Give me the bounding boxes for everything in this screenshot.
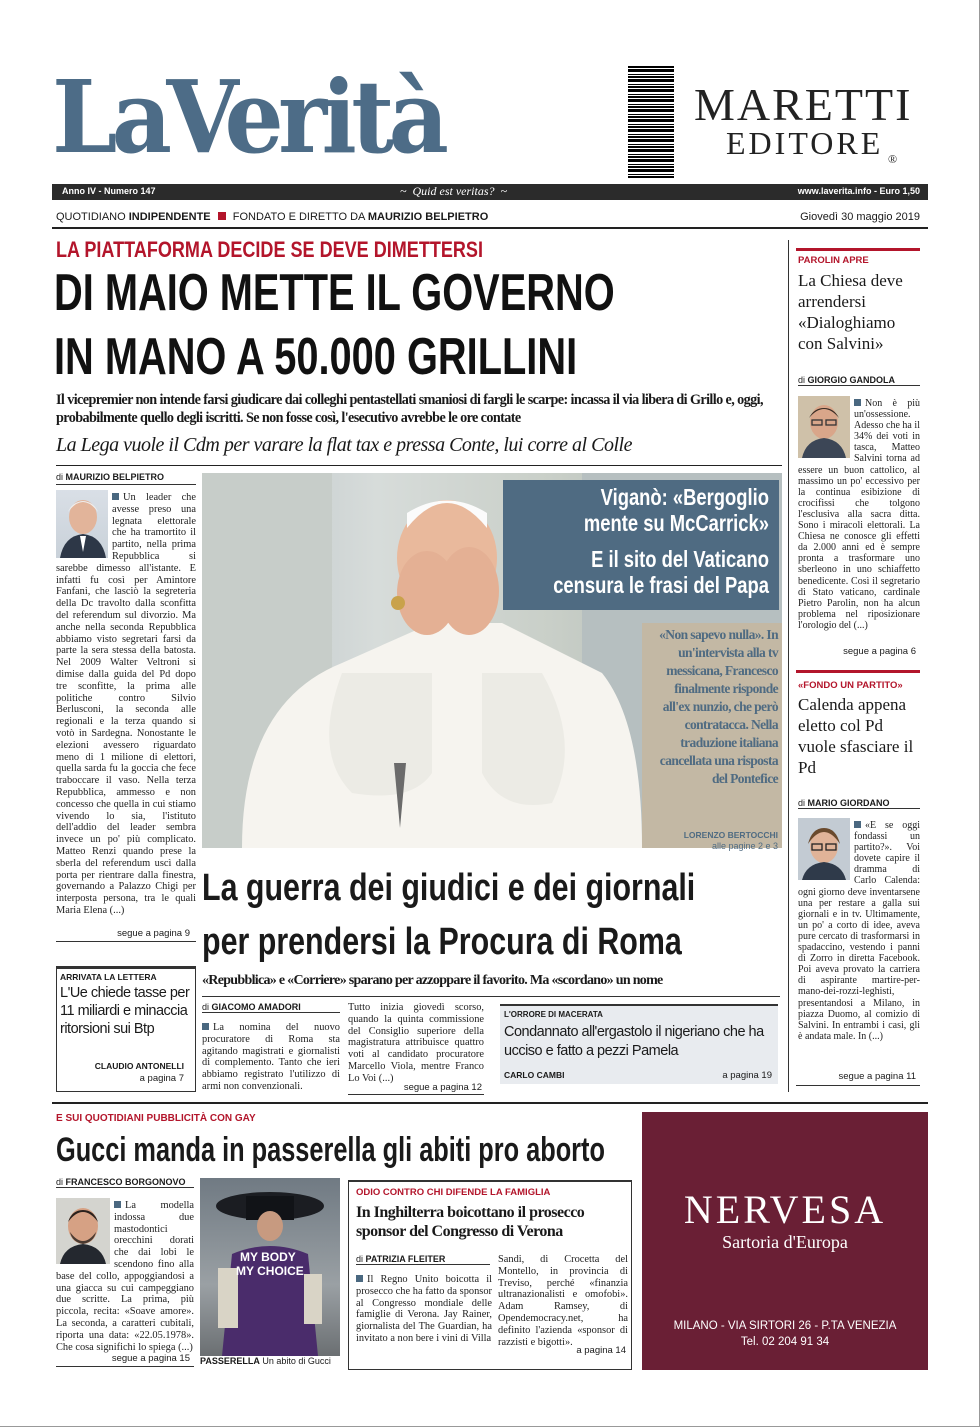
motto: ~ Quid est veritas? ~: [400, 184, 507, 198]
sidebar-body-2: «E se oggi fondassi un partito?». Voi dovete capire il dramma di Carlo Calenda: ogni giorno deve inventarsene una per restare a galla sui giornali e in tv. Ultimamente, un po' a corto di idee, aveva pure cercato di trasformarsi in spadaccino, vestendo i panni di Zorro in diretta Facebook. Poi aveva provato la carriera di aspirante martire-per-mano-dei-rozzi-leghisti, presentandosi a Milano, in piazza Duomo, al comizio di Salvini. In entrambi i casi, gli è andata male. In (...): [798, 820, 920, 1042]
sidebar-text-1: [798, 398, 920, 631]
editorial-author[interactable]: MAURIZIO BELPIETRO: [65, 472, 165, 482]
prosecco-ref[interactable]: a pagina 14: [576, 1345, 626, 1356]
sidebar-text-2: [798, 820, 920, 1042]
judges-headline-2[interactable]: per prendersi la Procura di Roma: [202, 921, 682, 963]
lead-rule: [56, 465, 782, 466]
masthead-rule: [52, 227, 928, 229]
sidebar-top-bar: [796, 248, 920, 251]
letter-author: CLAUDIO ANTONELLI: [94, 1061, 184, 1071]
judges-text-b: Tutto inizia giovedì scorso, quando la quinta commissione del Consiglio superiore della magistratura attribuisce quattro voti al candidato procuratore Marcello Viola, mentre Franco Lo Voi (...): [348, 1002, 484, 1084]
gucci-runway-photo: [200, 1178, 340, 1356]
judges-rule: [202, 996, 780, 997]
site-price: www.laverita.info - Euro 1,50: [797, 186, 920, 196]
judges-author[interactable]: GIACOMO AMADORI: [211, 1002, 301, 1012]
prosecco-text-b: Sandi, di Crocetta del Montello, in provincia di Treviso, perché «finanzia ultranazionalisti e omofobi». Adam Ramsey, di Opendemocracy.net, ha definito l'azienda «sponsor di razzisti e bigotti».: [498, 1254, 628, 1348]
gucci-shirt-line2: MY CHOICE: [236, 1264, 304, 1278]
macerata-ref[interactable]: a pagina 19: [722, 1070, 772, 1081]
barcode: [628, 66, 674, 178]
macerata-kicker: L'ORRORE DI MACERATA: [504, 1010, 603, 1019]
ad-phone: Tel. 02 204 91 34: [740, 1336, 830, 1348]
sidebar-author-2[interactable]: MARIO GIORDANO: [807, 798, 890, 808]
byline-prefix: di: [202, 1002, 210, 1012]
macerata-author: CARLO CAMBI: [504, 1070, 565, 1080]
editorial-body: Un leader che avesse preso una legnata elettorale che ha tramortito il partito, nella prima Repubblica si sarebbe dimesso all'istante. E infatti fu così per Amintore Fanfani, che lasciò la segreteria della Dc travolto dalla sconfitta del referendum sul divorzio. Ma anche nella seconda Repubblica abbiamo visto segretari farsi da parte la sera stessa della batosta. Nel 2009 Walter Veltroni si dimise dalla guida del Pd dopo tre sconfitte, la prima alle politiche contro Silvio Berlusconi, la seconda alle regionali e la terza quando si votò in Sardegna. Nonostante le elezioni avessero riguardato meno di 1 milione di elettori, quella sarda fu la goccia che fece traboccare il vaso. Nella terza Repubblica, ammesso e non concesso che quella in cui stiamo vivendo lo sia, l'istituto dell'addio del leader sembra invece un po' più complicato. Matteo Renzi quando prese la sberla del referendum uscì dalla porta per rientrare dalla finestra, governando a Palazzo Chigi per interposta persona, tra le quali Maria Elena (...): [56, 492, 196, 916]
newspaper-logo[interactable]: LaVerità: [52, 58, 444, 176]
gucci-headline[interactable]: Gucci manda in passerella gli abiti pro aborto: [56, 1131, 605, 1169]
sidebar-bottom-rule: [796, 1085, 920, 1086]
tagline-2: INDIPENDENTE: [128, 211, 211, 223]
judges-ref[interactable]: segue a pagina 12: [403, 1082, 482, 1093]
motto-text: Quid est veritas?: [412, 184, 495, 198]
sidebar-headline-2[interactable]: Calenda appena eletto col Pd vuole sfasciare il Pd: [798, 695, 914, 777]
prosecco-headline[interactable]: In Inghilterra boicottano il prosecco sponsor del Congresso di Verona: [356, 1204, 585, 1240]
pope-headline-4: censura le frasi del Papa: [553, 572, 769, 598]
sidebar-byline-2: [798, 798, 920, 809]
issue-number: Anno IV - Numero 147: [62, 186, 156, 196]
editorial-ref[interactable]: segue a pagina 9: [117, 928, 190, 939]
judges-deck: «Repubblica» e «Corriere» sparano per azzoppare il favorito. Ma «scordano» un nome: [202, 973, 663, 988]
gucci-ref-bar: [56, 1366, 194, 1367]
sidebar-body-1: Non è più un'ossessione. Adesso che ha il 34% dei voti in tasca, Matteo Salvini torna ad essere un buon cattolico, al massimo un po' eccessivo per la continua esibizione di crocifissi che tolgono l'esclusiva alla sacra ditta. Sono i miracoli elettorali. La Chiesa ne conosce gli effetti da 2.000 anni ed è sempre pronta a trasformare uno sberleono in uno schiaffetto benedicente. Così il segretario di Stato vaticano, cardinale Pietro Parolin, non ha alcun problema nel riposizionare l'orologio del (...): [798, 398, 920, 631]
prosecco-body-a: Il Regno Unito boicotta il prosecco che ha fatto da sponsor al Congresso mondiale delle famiglie di Verona. Jay Rainer, giornalista del The Guardian, ha invitato a non bere i vini di Villa: [356, 1274, 492, 1344]
letter-ref[interactable]: a pagina 7: [139, 1073, 184, 1084]
gucci-shirt-line1: MY BODY: [240, 1250, 296, 1264]
sidebar-author-1[interactable]: GIORGIO GANDOLA: [807, 375, 896, 385]
gucci-ref[interactable]: segue a pagina 15: [111, 1353, 190, 1364]
letter-kicker: ARRIVATA LA LETTERA: [60, 972, 157, 982]
prosecco-text-a: [356, 1274, 492, 1345]
tagline-3: FONDATO E DIRETTO DA: [232, 211, 365, 223]
byline-prefix: di: [56, 1177, 64, 1187]
pope-author[interactable]: LORENZO BERTOCCHI: [683, 830, 778, 840]
byline-prefix: di: [56, 472, 64, 482]
sidebar-ref-2[interactable]: segue a pagina 11: [838, 1071, 916, 1082]
judges-body-a: La nomina del nuovo procuratore di Roma sta agitando magistrati e giornalisti di complemento. Tanto che ieri abbiamo registrato l'utilizzo di armi non convenzionali.: [202, 1022, 340, 1092]
gucci-byline: [56, 1177, 194, 1188]
letter-headline: L'Ue chiede tasse per 11 miliardi e minaccia ritorsioni sui Btp: [60, 985, 190, 1037]
lead-headline-line1[interactable]: DI MAIO METTE IL GOVERNO: [54, 264, 615, 322]
editorial-byline: [56, 472, 196, 485]
ad-subtitle: Sartoria d'Europa: [722, 1232, 848, 1252]
registered-mark: ®: [888, 152, 898, 166]
masthead-tagline: [56, 211, 488, 223]
ad-address: MILANO - VIA SIRTORI 26 - P.TA VENEZIA: [673, 1320, 897, 1332]
prosecco-kicker: ODIO CONTRO CHI DIFENDE LA FAMIGLIA: [356, 1187, 551, 1198]
issue-date: Giovedì 30 maggio 2019: [800, 211, 920, 223]
prosecco-author[interactable]: PATRIZIA FLEITER: [365, 1254, 446, 1264]
gucci-body: La modella indossa due mastodontici orecchini dorati che dai lobi le scendono fino alla base del collo, appoggiandosi a una giacca su cui campeggiano due scritte. La prima, più piccola, recita: «Soave amore». La seconda, a caratteri cubitali, riporta una data: «22.05.1978». Che cosa significhi lo spiega (...): [56, 1200, 194, 1353]
gucci-kicker: E SUI QUOTIDIANI PUBBLICITÀ CON GAY: [56, 1113, 256, 1124]
judges-ref-bar: [348, 1094, 484, 1095]
lead-subhead: La Lega vuole il Cdm per varare la flat tax e pressa Conte, lui corre al Colle: [56, 434, 632, 456]
ad-brand: NERVESA: [683, 1187, 887, 1232]
editorial-ref-bar: [56, 941, 196, 942]
sidebar-kicker-2: «FONDO UN PARTITO»: [798, 680, 903, 691]
sidebar-headline-1[interactable]: La Chiesa deve arrendersi «Dialoghiamo con Salvini»: [798, 271, 903, 353]
judges-byline: [202, 1002, 340, 1013]
sidebar-left-rule: [788, 240, 789, 1092]
judges-text-a: [202, 1022, 340, 1093]
gucci-caption-text: Un abito di Gucci: [262, 1356, 331, 1366]
publisher-name: MARETTI: [694, 79, 913, 130]
prosecco-byline: [356, 1254, 490, 1265]
judges-headline-1[interactable]: La guerra dei giudici e dei giornali: [202, 867, 696, 909]
lead-kicker: LA PIATTAFORMA DECIDE SE DEVE DIMETTERSI: [56, 237, 483, 262]
sidebar-byline-1: [798, 375, 920, 386]
editorial-text: [56, 492, 196, 917]
gucci-caption-label: PASSERELLA: [200, 1356, 260, 1366]
gucci-author[interactable]: FRANCESCO BORGONOVO: [65, 1177, 186, 1187]
tagline-4: MAURIZIO BELPIETRO: [367, 211, 489, 223]
macerata-headline: Condannato all'ergastolo il nigeriano che ha ucciso e fatto a pezzi Pamela: [504, 1024, 764, 1059]
lead-headline-line2[interactable]: IN MANO A 50.000 GRILLINI: [54, 328, 578, 386]
sidebar-kicker-1: PAROLIN APRE: [798, 255, 869, 266]
byline-prefix: di: [798, 375, 806, 385]
pope-summary: «Non sapevo nulla». In un'intervista alla tv messicana, Francesco finalmente risponde all'ex nunzio, che però contratacca. Nella traduzione italiana cancellata una risposta del Pontefice: [659, 627, 778, 786]
byline-prefix: di: [798, 798, 806, 808]
publisher-sub: EDITORE: [726, 125, 884, 161]
sidebar-ref-1[interactable]: segue a pagina 6: [843, 646, 916, 657]
bottom-rule: [52, 1102, 928, 1104]
byline-prefix: di: [356, 1254, 364, 1264]
pope-ref[interactable]: alle pagine 2 e 3: [711, 841, 778, 851]
lead-summary: Il vicepremier non intende farsi giudicare dai colleghi pentastellati smaniosi di fargli le scarpe: incassa il via libera di Grillo e, oggi, probabilmente quello degli iscritti. Se non fosse così, l'esecutivo avrebbe le ore contate: [56, 392, 763, 426]
gucci-text: [56, 1200, 194, 1353]
pope-headline-2: mente su McCarrick»: [583, 510, 769, 536]
tagline-1: QUOTIDIANO: [56, 211, 126, 223]
pope-headline-3: E il sito del Vaticano: [591, 546, 769, 572]
pope-headline-1: Viganò: «Bergoglio: [600, 484, 769, 510]
gucci-caption: [200, 1356, 340, 1366]
sidebar-separator: [796, 670, 920, 673]
